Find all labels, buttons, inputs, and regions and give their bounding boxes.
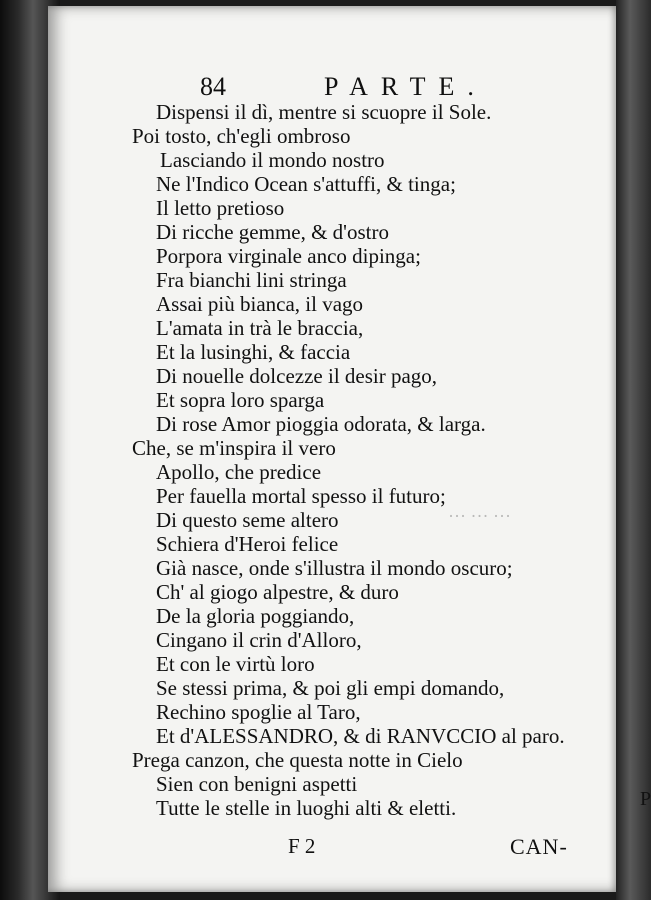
verse-line: Di ricche gemme, & d'ostro — [156, 220, 389, 244]
verse-line: Schiera d'Heroi felice — [156, 532, 339, 556]
verse-line: Ch' al giogo alpestre, & duro — [156, 580, 399, 604]
verse-line: Apollo, che predice — [156, 460, 322, 484]
show-through-text: ··· ··· ··· — [448, 506, 511, 526]
verse-line: Tutte le stelle in luoghi alti & eletti. — [156, 796, 457, 820]
facing-page-edge — [616, 0, 651, 900]
running-title: PARTE. — [324, 72, 487, 101]
verse-line: Poi tosto, ch'egli ombroso — [132, 124, 351, 148]
verse-line: Già nasce, onde s'illustra il mondo oscuro; — [156, 556, 513, 580]
verse-line: Et sopra loro sparga — [156, 388, 325, 412]
verse-line: Lasciando il mondo nostro — [160, 148, 385, 172]
verse-line: Porpora virginale anco dipinga; — [156, 244, 421, 268]
page-number: 84 — [200, 72, 226, 101]
verse-line: Et con le virtù loro — [156, 652, 315, 676]
verse-line: Per fauella mortal spesso il futuro; — [156, 484, 446, 508]
page-footer — [48, 834, 616, 868]
verse-line: Et la lusinghi, & faccia — [156, 340, 351, 364]
verse-line: Rechino spoglie al Taro, — [156, 700, 361, 724]
verse-line: De la gloria poggiando, — [156, 604, 355, 628]
verse-line: Assai più bianca, il vago — [156, 292, 364, 316]
verse-line: Cingano il crin d'Alloro, — [156, 628, 362, 652]
verse-line: Di rose Amor pioggia odorata, & larga. — [156, 412, 486, 436]
catchword: CAN- — [510, 834, 568, 859]
verse-line: Et d'ALESSANDRO, & di RANVCCIO al paro. — [156, 724, 565, 748]
verse-line: L'amata in trà le braccia, — [156, 316, 364, 340]
book-page — [48, 6, 616, 892]
verse-line: Di questo seme altero — [156, 508, 339, 532]
verse-line: Sien con benigni aspetti — [156, 772, 358, 796]
verse-line: Che, se m'inspira il vero — [132, 436, 336, 460]
facing-page-letter: P — [640, 788, 651, 810]
verse-line: Dispensi il dì, mentre si scuopre il Sole. — [156, 100, 492, 124]
verse-line: Il letto pretioso — [156, 196, 285, 220]
verse-line: Prega canzon, che questa notte in Cielo — [132, 748, 463, 772]
verse-line: Ne l'Indico Ocean s'attuffi, & tinga; — [156, 172, 456, 196]
signature-mark: F 2 — [288, 834, 316, 858]
verse-line: Se stessi prima, & poi gli empi domando, — [156, 676, 505, 700]
verse-line: Fra bianchi lini stringa — [156, 268, 347, 292]
verse-line: Di nouelle dolcezze il desir pago, — [156, 364, 438, 388]
